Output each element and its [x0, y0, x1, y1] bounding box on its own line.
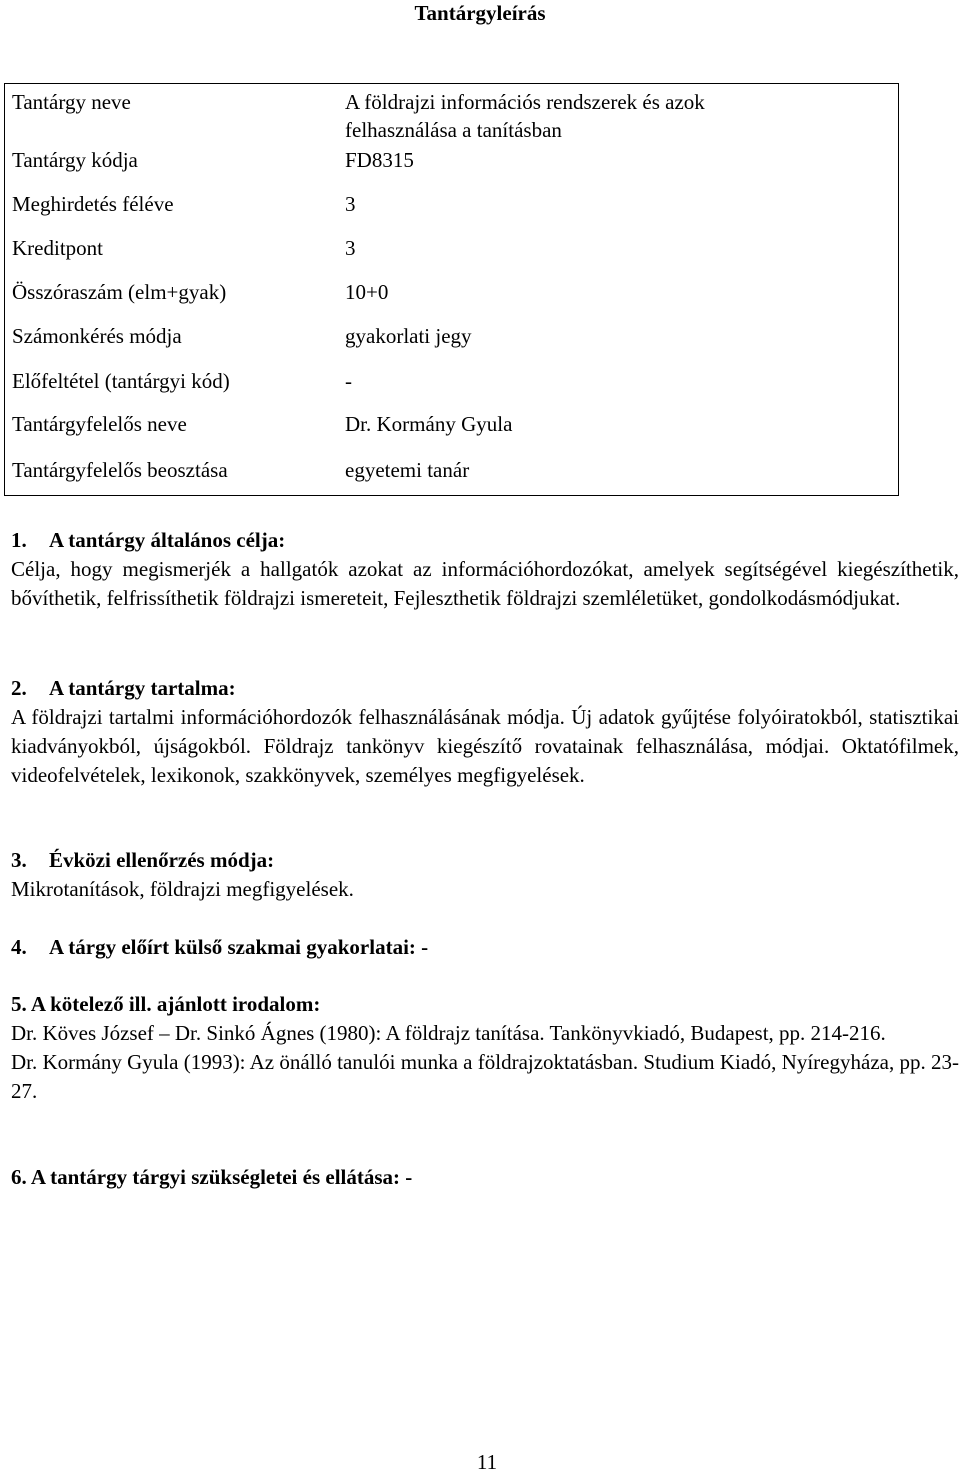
section-heading: 6. A tantárgy tárgyi szükségletei és ellátása: - [11, 1165, 413, 1189]
section-requirements [11, 1163, 959, 1192]
literature-reference: Dr. Kormány Gyula (1993): Az önálló tanulói munka a földrajzoktatásban. Studium Kiadó, Nyíregyháza, pp. 23-27. [11, 1050, 959, 1103]
section-heading [11, 526, 959, 555]
position-value: egyetemi tanár [345, 458, 470, 482]
section-title: Évközi ellenőrzés módja: [49, 848, 275, 872]
semester-label: Meghirdetés féléve [12, 192, 174, 216]
section-title: A tárgy előírt külső szakmai gyakorlatai: - [49, 935, 429, 959]
code-value: FD8315 [345, 148, 414, 172]
section-heading [11, 674, 959, 703]
code-label: Tantárgy kódja [12, 148, 138, 172]
literature-reference: Dr. Köves József – Dr. Sinkó Ágnes (1980): A földrajz tanítása. Tankönyvkiadó, Budapest, pp. 214-216. [11, 1021, 886, 1045]
page-number: 11 [476, 1450, 498, 1474]
section-heading [11, 846, 959, 875]
subject-name-value-line2: felhasználása a tanításban [345, 118, 562, 142]
section-number: 3. [11, 848, 27, 872]
prerequisite-value: - [345, 369, 352, 393]
responsible-value: Dr. Kormány Gyula [345, 412, 513, 436]
semester-value: 3 [345, 192, 356, 216]
page-title: Tantárgyleírás [414, 1, 546, 25]
hours-label: Összóraszám (elm+gyak) [12, 280, 227, 304]
assessment-value: gyakorlati jegy [345, 324, 472, 348]
section-body: Mikrotanítások, földrajzi megfigyelések. [11, 877, 354, 901]
section-heading [11, 933, 959, 962]
section-content [11, 674, 959, 790]
position-label: Tantárgyfelelős beosztása [12, 458, 228, 482]
section-number: 1. [11, 528, 27, 552]
section-general-goal [11, 526, 959, 613]
section-practice [11, 933, 959, 962]
section-number: 2. [11, 676, 27, 700]
section-heading: 5. A kötelező ill. ajánlott irodalom: [11, 992, 321, 1016]
prerequisite-label: Előfeltétel (tantárgyi kód) [12, 369, 230, 393]
responsible-label: Tantárgyfelelős neve [12, 412, 187, 436]
section-title: A tantárgy általános célja: [49, 528, 286, 552]
section-title: A tantárgy tartalma: [49, 676, 236, 700]
section-body: Célja, hogy megismerjék a hallgatók azokat az információhordozókat, amelyek segítségével kiegészíthetik, bővíthetik, felfrissíthetik földrajzi ismereteit, Fejleszthetik földrajzi szemléletüket, gondolkodásmódjukat. [11, 557, 959, 610]
section-body: A földrajzi tartalmi információhordozók felhasználásának módja. Új adatok gyűjtése folyóiratokból, statisztikai kiadványokból, újságokból. Földrajz tankönyv kiegészítő rovatainak felhasználása, módjai. Oktatófilmek, videofelvételek, lexikonok, szakkönyvek, személyes megfigyelések. [11, 705, 959, 787]
subject-info-table [4, 83, 899, 496]
subject-name-label: Tantárgy neve [12, 90, 131, 114]
credit-value: 3 [345, 236, 356, 260]
hours-value: 10+0 [345, 280, 389, 304]
assessment-label: Számonkérés módja [12, 324, 182, 348]
section-literature [11, 990, 959, 1106]
credit-label: Kreditpont [12, 236, 103, 260]
subject-name-value-line1: A földrajzi információs rendszerek és azok [345, 90, 705, 114]
section-assessment [11, 846, 959, 904]
section-number: 4. [11, 935, 27, 959]
